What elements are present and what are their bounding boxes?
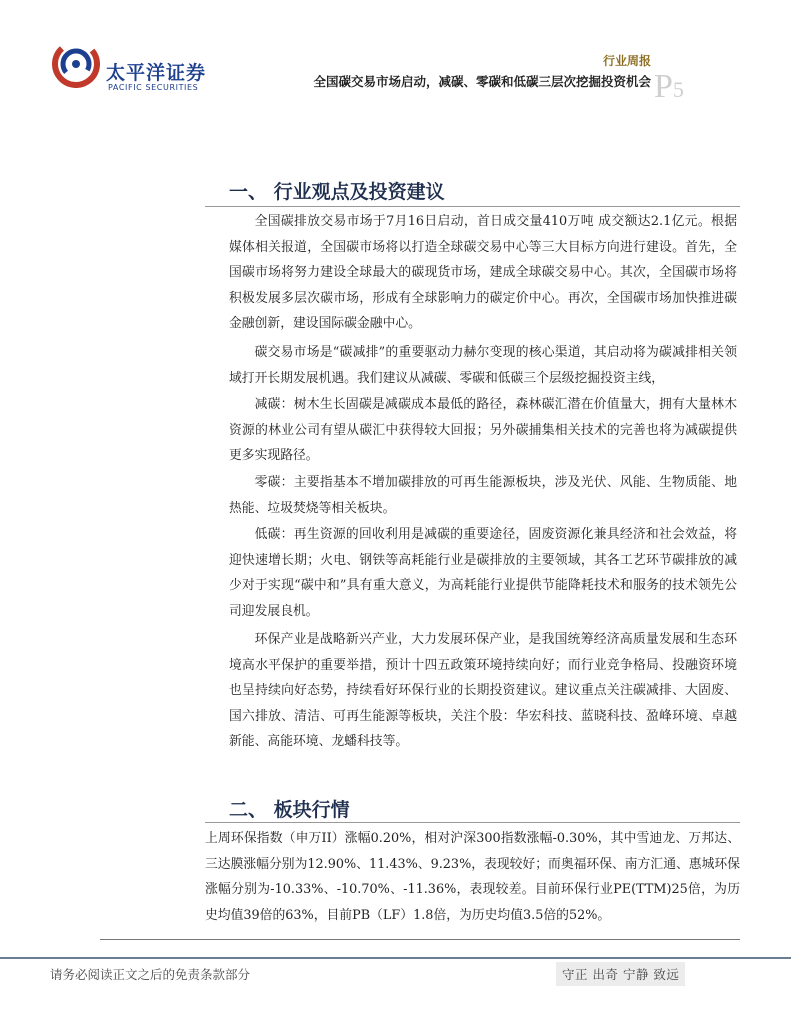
company-logo xyxy=(52,40,212,100)
paragraph: 全国碳排放交易市场于7月16日启动，首日成交量410万吨 成交额达2.1亿元。根据媒体相关报道，全国碳市场将以打造全球碳交易中心等三大目标方向进行建设。首先，全国碳市场将努力建设全球最大的碳现货市场，建成全球碳交易中心。其次，全国碳市场将积极发展多层次碳市场，形成有全球影响力的碳定价中心。再次，全国碳市场加快推进碳金融创新，建设国际碳金融中心。 xyxy=(229,214,737,332)
paragraph: 碳交易市场是“碳减排”的重要驱动力赫尔变现的核心渠道，其启动将为碳减排相关领域打开长期发展机遇。我们建议从减碳、零碳和低碳三个层级挖掘投资主线， xyxy=(229,345,737,386)
paragraph: 减碳：树木生长固碳是减碳成本最低的路径，森林碳汇潜在价值量大，拥有大量林木资源的林业公司有望从碳汇中获得较大回报；另外碳捕集相关技术的完善也将为减碳提供更多实现路径。 xyxy=(229,397,737,464)
page-letter: P xyxy=(654,68,673,105)
footer-motto: 守正 出奇 宁静 致远 xyxy=(556,962,685,986)
content-end-divider xyxy=(100,939,740,940)
section-heading-market: 二、 板块行情 xyxy=(229,799,350,821)
logo-english-name: PACIFIC SECURITIES xyxy=(108,83,199,92)
footer-divider xyxy=(0,957,791,959)
paragraph: 上周环保指数（申万II）涨幅0.20%，相对沪深300指数涨幅-0.30%，其中雪迪龙、万邦达、三达膜涨幅分别为12.90%、11.43%、9.23%，表现较好；而奥福环保、南方汇通、惠城环保涨幅分别为-10.33%、-10.70%、-11.36%，表现较差。目前环保行业PE(TTM)25倍，为历史均值39倍的63%，目前PB（LF）1.8倍，为历史均值3.5倍的52%。 xyxy=(205,831,740,923)
page-number-value: 5 xyxy=(672,77,684,102)
paragraph: 低碳：再生资源的回收利用是减碳的重要途径，固废资源化兼具经济和社会效益，将迎快速增长期；火电、钢铁等高耗能行业是碳排放的主要领域，其各工艺环节碳排放的减少对于实现“碳中和”具有重大意义，为高耗能行业提供节能降耗技术和服务的技术领先公司迎发展良机。 xyxy=(229,527,737,619)
footer-disclaimer: 请务必阅读正文之后的免责条款部分 xyxy=(50,967,251,982)
paragraph: 环保产业是战略新兴产业，大力发展环保产业，是我国统筹经济高质量发展和生态环境高水平保护的重要举措，预计十四五政策环境持续向好；而行业竞争格局、投融资环境也呈持续向好态势，持续看好环保行业的长期投资建议。建议重点关注碳减排、大固废、国六排放、清洁、可再生能源等板块，关注个股：华宏科技、蓝晓科技、盈峰环境、卓越新能、高能环境、龙蟠科技等。 xyxy=(229,632,737,750)
paragraph: 零碳：主要指基本不增加碳排放的可再生能源板块，涉及光伏、风能、生物质能、地热能、垃圾焚烧等相关板块。 xyxy=(229,475,737,516)
pacific-securities-logo-icon xyxy=(52,40,100,88)
logo-chinese-name: 太平洋证券 xyxy=(106,62,207,84)
section-divider xyxy=(205,206,740,207)
section-heading-viewpoints: 一、 行业观点及投资建议 xyxy=(229,181,445,203)
page-number xyxy=(654,68,684,106)
report-title: 全国碳交易市场启动，减碳、零碳和低碳三层次挖掘投资机会 xyxy=(313,74,651,89)
report-type: 行业周报 xyxy=(602,54,651,68)
section-divider xyxy=(205,822,740,823)
